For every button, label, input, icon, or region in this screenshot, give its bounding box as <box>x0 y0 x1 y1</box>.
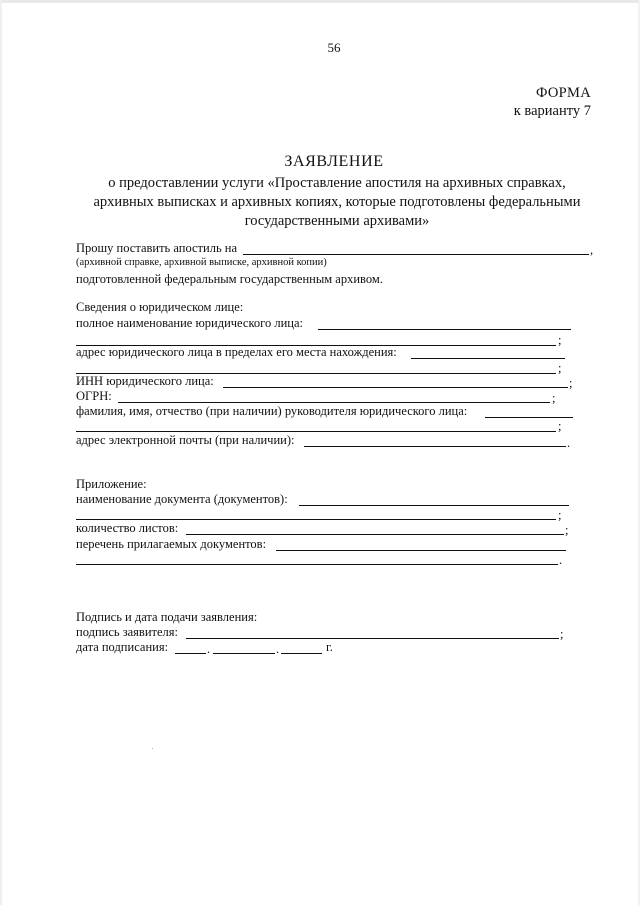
documents-list-field-continuation[interactable] <box>76 564 558 565</box>
full-name-field[interactable] <box>318 329 571 330</box>
semicolon-mark: ; <box>552 391 556 405</box>
period-mark: . <box>567 436 571 450</box>
signature-heading: Подпись и дата подачи заявления: <box>76 610 258 624</box>
documents-list-field[interactable] <box>276 550 566 551</box>
period-mark: . <box>207 642 211 656</box>
address-field[interactable] <box>411 358 565 359</box>
semicolon-mark: ; <box>558 508 562 522</box>
doc-name-field-continuation[interactable] <box>76 519 556 520</box>
signature-label: подпись заявителя: <box>76 625 178 639</box>
subtitle-line-1: о предоставлении услуги «Проставление апостиля на архивных справках, <box>108 175 566 191</box>
head-name-field-continuation[interactable] <box>76 431 556 432</box>
address-label: адрес юридического лица в пределах его места нахождения: <box>76 345 397 359</box>
request-label: Прошу поставить апостиль на <box>76 241 238 255</box>
inn-field[interactable] <box>223 387 568 388</box>
semicolon-mark: ; <box>569 376 573 390</box>
request-hint: (архивной справке, архивной выписке, архивной копии) <box>76 257 327 268</box>
scan-edge-left <box>0 0 2 905</box>
scan-edge-top <box>0 0 640 3</box>
head-name-label: фамилия, имя, отчество (при наличии) руководителя юридического лица: <box>76 404 468 418</box>
ogrn-label: ОГРН: <box>76 389 112 403</box>
head-name-field[interactable] <box>485 417 573 418</box>
signing-date-day-field[interactable] <box>175 653 206 654</box>
sheets-field[interactable] <box>186 534 564 535</box>
semicolon-mark: ; <box>560 627 564 641</box>
ogrn-field[interactable] <box>118 402 550 403</box>
apostille-document-field[interactable] <box>243 254 589 255</box>
comma-mark: , <box>590 243 594 257</box>
semicolon-mark: ; <box>558 333 562 347</box>
signing-date-month-field[interactable] <box>213 653 275 654</box>
signing-date-year-field[interactable] <box>281 653 322 654</box>
request-line-2: подготовленной федеральным государственным архивом. <box>76 272 383 286</box>
email-field[interactable] <box>304 446 566 447</box>
signature-field[interactable] <box>186 638 559 639</box>
attachment-heading: Приложение: <box>76 477 147 491</box>
documents-list-label: перечень прилагаемых документов: <box>76 537 267 551</box>
subtitle-line-3: государственными архивами» <box>244 213 430 229</box>
legal-entity-heading: Сведения о юридическом лице: <box>76 300 244 314</box>
page-number: 56 <box>327 40 341 55</box>
doc-name-field[interactable] <box>299 505 569 506</box>
period-mark: . <box>559 553 563 567</box>
document-title: ЗАЯВЛЕНИЕ <box>284 153 384 170</box>
signing-date-label: дата подписания: <box>76 640 169 654</box>
form-variant: к варианту 7 <box>513 103 591 119</box>
semicolon-mark: ; <box>558 361 562 375</box>
semicolon-mark: ; <box>565 523 569 537</box>
form-label: ФОРМА <box>535 85 591 101</box>
period-mark: . <box>276 642 280 656</box>
semicolon-mark: ; <box>558 419 562 433</box>
year-suffix: г. <box>326 640 333 654</box>
scan-speck <box>152 748 153 749</box>
sheets-label: количество листов: <box>76 521 179 535</box>
inn-label: ИНН юридического лица: <box>76 374 214 388</box>
subtitle-line-2: архивных выписках и архивных копиях, которые подготовлены федеральными <box>93 194 581 210</box>
full-name-label: полное наименование юридического лица: <box>76 316 303 330</box>
doc-name-label: наименование документа (документов): <box>76 492 288 506</box>
email-label: адрес электронной почты (при наличии): <box>76 433 295 447</box>
